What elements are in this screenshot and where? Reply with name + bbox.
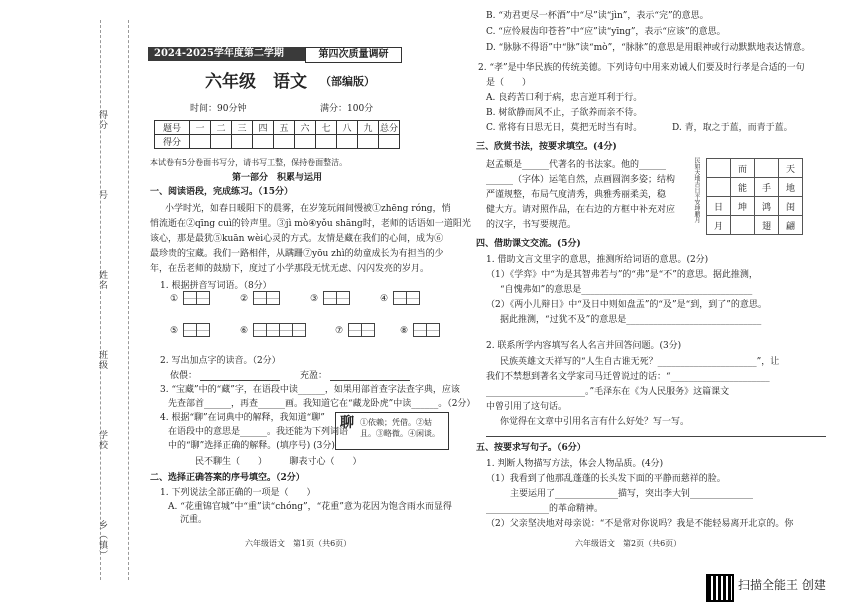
sec1-q4b: 在语段中的意思是______。我还能为下列词语 [168,427,349,437]
score-cell[interactable] [211,135,232,149]
binding-line-2 [128,20,129,580]
survey-banner: 第四次质量调研 [305,47,402,63]
answer-line[interactable] [486,436,826,437]
sec2-q2b: 是（ ） [486,78,532,88]
score-cell[interactable] [232,135,253,149]
calligraphy-cell[interactable]: 月 [707,216,731,235]
sec5-title: 五、按要求写句子。（6分） [476,443,586,453]
liao-definitions: ①依赖；凭借。②姑且。③略微。④闲谈。 [360,418,440,438]
option-b: B. “劝君更尽一杯酒”中“尽”读“jìn”，表示“完”的意思。 [486,11,709,21]
q2-option-d: D. 青，取之于蓝，而青于蓝。 [672,123,793,133]
margin-label-township: 乡（镇） [97,520,107,560]
score-col: 三 [232,121,253,135]
sec3-title: 三、欣赏书法，按要求填空。(4分) [476,142,617,152]
q2-option-b: B. 树欲静而风不止，子欲养而亲不待。 [486,108,643,118]
footer-left: 六年级语文 第1页（共6页） [245,539,352,548]
score-col: 八 [337,121,358,135]
sec1-title: 一、阅读语段，完成练习。（15分） [150,187,294,197]
margin-label-class: 班级 [97,350,107,370]
calligraphy-cell[interactable]: 手 [755,178,779,197]
word-grid-8[interactable] [413,323,439,337]
sec3-line: 的汉字，书写要规范。 [486,220,577,230]
sec3-line: ______（字体）运笔自然，点画圆润多姿；结构 [486,175,676,185]
q2-word-a: 依偎： [170,371,198,381]
sec4-q2-5: 你觉得在文章中引用名言有什么好处？写一写。 [500,417,690,427]
part1-title: 第一部分 积累与运用 [232,173,323,183]
footer-right: 六年级语文 第2页（共6页） [575,539,682,548]
edition: （部编版） [320,75,375,88]
liao-definition-box [335,412,449,450]
score-cell[interactable] [274,135,295,149]
sec1-q3: 3. “宝藏”中的“藏”字，在语段中读______，如果用部首查字法查字典，应该 [160,385,460,395]
time-limit: 时间：90分钟 [190,104,247,114]
sec5-q1-2: （2）父亲坚决地对母亲说：“不是常对你说吗？我是不能轻易离开北京的。你 [486,519,794,529]
sec4-q2-1: 民族英雄文天祥写的“人生自古谁无死？______________________”，让 [500,357,780,367]
score-col: 五 [274,121,295,135]
score-col: 九 [358,121,379,135]
calligraphy-cell[interactable] [707,178,731,197]
score-col: 二 [211,121,232,135]
calligraphy-cell[interactable]: 坤 [731,197,755,216]
binding-line [100,20,101,580]
sec1-q1: 1. 根据拼音写词语。（8分） [160,281,272,291]
calligraphy-cell[interactable]: 能 [731,178,755,197]
score-cell[interactable] [190,135,211,149]
score-col: 六 [295,121,316,135]
sec2-title: 二、选择正确答案的序号填空。（2分） [150,473,305,483]
score-col: 一 [190,121,211,135]
score-cell[interactable] [358,135,379,149]
score-col: 七 [316,121,337,135]
answer-line[interactable] [330,380,410,381]
score-cell[interactable] [253,135,274,149]
answer-line[interactable] [200,380,280,381]
term-banner: 2024-2025学年度第二学期 [148,47,344,61]
margin-label-number: 号 [97,190,107,200]
sec4-q2-2: 我们不禁想到著名文学家司马迁曾说过的话：“______________________ [486,372,770,382]
sec2-q1: 1. 下列说法全部正确的一项是（ ） [160,488,316,498]
scanner-watermark: 扫描全能王 创建 [738,578,826,592]
calligraphy-cell[interactable] [707,159,731,178]
sec5-q1-1c: ______________的革命精神。 [486,504,604,514]
sec4-q2: 2. 联系所学内容填写名人名言并回答问题。(3分) [486,341,682,351]
score-cell[interactable] [337,135,358,149]
instruction-note: 本试卷有5分卷面书写分，请书写工整，保持卷面整洁。 [150,158,348,167]
option-d: D. “脉脉不得语”中“脉”读“mò”，“脉脉”的意思是用眼神或行动默默地表达情意。 [486,43,811,53]
passage-line: 悄流逝在②qīng cuì的铃声里。③jì mò④yǒu shāng时，老师的话语如一道阳光 [150,219,471,229]
option-c: C. “应怜屐齿印苍苔”中“应”读“yīng”，表示“应该”的意思。 [486,27,726,37]
full-score: 满分：100分 [320,104,374,114]
q2-option-a: A. 良药苦口利于病，忠言逆耳利于行。 [486,93,643,103]
calligraphy-cell[interactable]: 翅 [755,216,779,235]
sec1-q4d: 民不聊生（ ） 聊表寸心（ ） [195,457,362,467]
calligraphy-cell[interactable]: 地 [779,178,803,197]
word-grid-2[interactable] [253,291,279,305]
sec4-q1-2: （2）《两小儿辩日》中“及日中则如盘盂”的“及”是“到，到了”的意思。 [486,300,767,310]
calligraphy-cell[interactable] [755,159,779,178]
sec1-q3b: 先查部首______，再查______画。我知道它在“藏龙卧虎”中读______。（2分） [168,399,476,409]
sec4-q1-1: （1）《学弈》中“为是其智弗若与”的“弗”是“不”的意思。据此推测， [486,270,758,280]
word-grid-3[interactable] [323,291,349,305]
sec1-q4c: 中的“聊”选择正确的解释。(填序号) (3分) [168,441,335,451]
sec1-q4: 4. 根据“聊”在词典中的解释，我知道“聊” [160,413,325,423]
margin-label-score: 得分 [97,110,107,130]
passage-line: 该心，那是最犹⑤kuān wèi心灵的方式。友情是藏在我们的心间，成为⑥ [150,234,444,244]
margin-label-name: 姓名 [97,270,107,290]
word-grid-5[interactable] [183,323,209,337]
calligraphy-cell[interactable] [731,216,755,235]
grade-title: 六年级 语文 [205,72,307,92]
sec3-line: 严谨规整，布局气度清秀，典雅秀丽柔美，稳 [486,190,667,200]
score-cell[interactable] [379,135,400,149]
calligraphy-sample: 民如天地吉日平安坤鹏月 [693,157,700,223]
sec4-q2-4: 中曾引用了这句话。 [486,402,568,412]
sec5-q1: 1. 判断人物描写方法，体会人物品质。(4分) [486,459,664,469]
passage-line: 小学时光，如春日暖阳下的晨雾，在岁笼玩闹间慢被①zhēng róng，悄 [165,204,451,214]
score-col: 四 [253,121,274,135]
calligraphy-cell[interactable]: 闺 [779,197,803,216]
word-grid-7[interactable] [348,323,374,337]
sec3-line: 赵孟頫是______代著名的书法家。他的______ [486,160,667,170]
score-header: 题号 [155,121,190,135]
option-a: A. “花重锦官城”中“重”读“chóng”，“花重”意为花因为饱含雨水而显得 [168,502,452,512]
qr-code-icon [706,574,734,602]
q2-option-c: C. 常将有日思无日，莫把无时当有时。 [486,123,643,133]
sec4-q1-2b: 据此推测，“过犹不及”的意思是______________________________ [500,315,762,325]
calligraphy-cell[interactable]: 天 [779,159,803,178]
sec5-q1-1: （1）我看到了他那乱蓬蓬的长头发下面的平静而慈祥的脸。 [486,474,726,484]
calligraphy-grid[interactable] [706,158,803,235]
margin-label-school: 学校 [97,430,107,450]
passage-line: 年，在岳老师的鼓励下，度过了小学那段无忧无虑、闪闪发亮的岁月。 [150,264,430,274]
calligraphy-cell[interactable]: 日 [707,197,731,216]
q2-word-b: 充盈： [300,371,328,381]
word-grid-6[interactable] [253,323,305,337]
sec3-line: 健大方。请对照作品，在右边的方框中补充对应 [486,205,676,215]
passage-line: 最珍贵的宝藏。我们一路相伴，从蹒跚⑦yōu zhì的幼童成长为有担当的少 [150,249,444,259]
option-a-cont: 沉重。 [180,515,208,525]
score-cell[interactable] [316,135,337,149]
sec4-q2-3: ______________________。”毛泽东在《为人民服务》这篇课文 [486,387,730,397]
score-cell[interactable] [295,135,316,149]
score-table [154,120,400,149]
calligraphy-cell[interactable]: 翩 [779,216,803,235]
calligraphy-cell[interactable]: 鸿 [755,197,779,216]
word-grid-4[interactable] [393,291,419,305]
score-col-total: 总分 [379,121,400,135]
score-row-label: 得分 [155,135,190,149]
liao-character: 聊 [340,415,354,431]
sec2-q2: 2. “孝”是中华民族的传统美德。下列诗句中用来劝诫人们要及时行孝是合适的一句 [478,63,805,73]
sec4-q1-1b: “自愧弗如”的意思是______________________________________ [500,285,753,295]
sec4-title: 四、借助课文交流。(5分) [476,239,581,249]
calligraphy-cell[interactable]: 而 [731,159,755,178]
sec1-q2: 2. 写出加点字的读音。（2分） [160,356,281,366]
word-grid-1[interactable] [183,291,209,305]
sec5-q1-1b: 主要运用了______________描写，突出李大钊______________ [510,489,754,499]
sec4-q1: 1. 借助文言文里字的意思，推测所给词语的意思。(2分) [486,255,709,265]
